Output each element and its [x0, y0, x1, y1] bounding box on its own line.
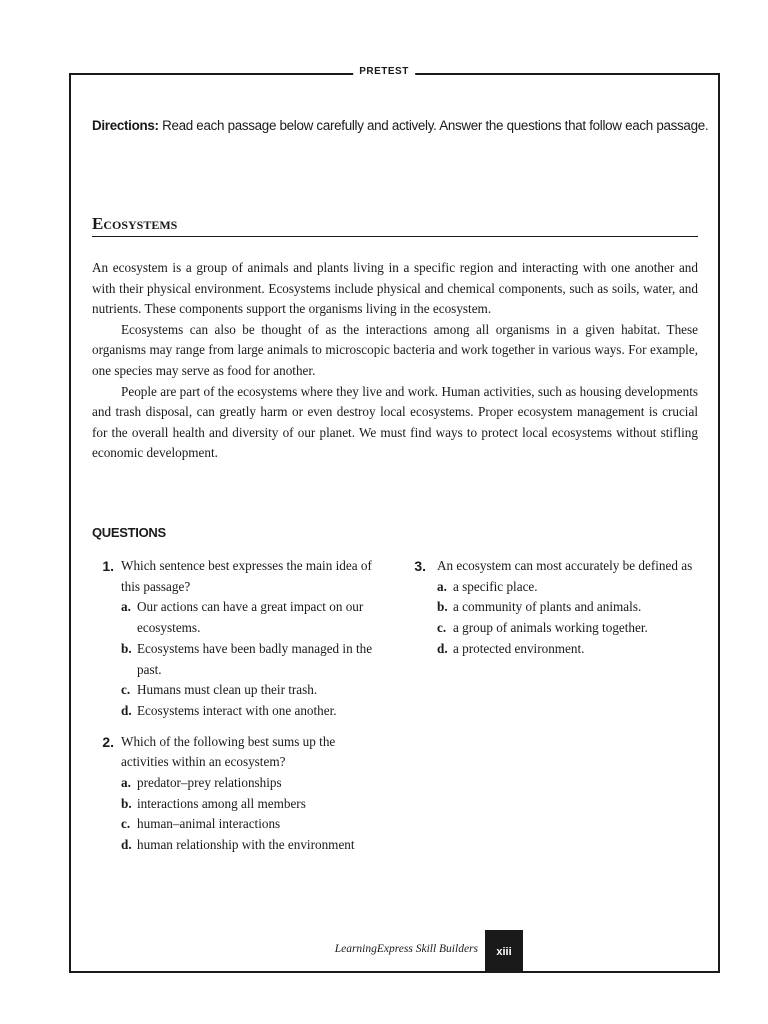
option-letter: d.: [437, 640, 448, 656]
question-text: Which sentence best expresses the main idea of this passage?: [121, 558, 372, 594]
questions-heading: QUESTIONS: [92, 525, 166, 540]
questions-column-left: [92, 556, 382, 866]
answer-option[interactable]: [437, 577, 708, 598]
answer-options: [437, 577, 708, 660]
answer-option[interactable]: [121, 794, 382, 815]
option-text: a protected environment.: [453, 640, 585, 656]
answer-options: [121, 773, 382, 856]
option-letter: b.: [121, 795, 132, 811]
option-text: a group of animals working together.: [453, 620, 648, 636]
passage: [92, 258, 698, 464]
passage-paragraph: An ecosystem is a group of animals and plants living in a specific region and interacting with one another and with their physical environment. Ecosystems include physical and chemical components, such as soils, water, and nutrients. These components support the organisms living in the ecosystem.: [92, 260, 698, 317]
passage-paragraph: People are part of the ecosystems where they live and work. Human activities, such as housing developments and trash disposal, can greatly harm or even destroy local ecosystems. Proper ecosystem management is crucial for the overall health and diversity of our planet. We must find ways to protect local ecosystems without stifling economic development.: [92, 383, 698, 461]
option-text: a community of plants and animals.: [453, 599, 642, 615]
directions-text: Read each passage below carefully and actively. Answer the questions that follow each passage.: [158, 118, 709, 133]
option-text: Humans must clean up their trash.: [137, 682, 318, 698]
option-letter: d.: [121, 702, 132, 718]
answer-option[interactable]: [437, 618, 708, 639]
section-header-label: PRETEST: [353, 66, 415, 77]
questions-column-right: [408, 556, 708, 670]
answer-option[interactable]: [121, 680, 382, 701]
answer-option[interactable]: [437, 597, 708, 618]
option-letter: b.: [121, 640, 132, 656]
option-text: human–animal interactions: [137, 816, 281, 832]
option-text: interactions among all members: [137, 795, 306, 811]
answer-option[interactable]: [121, 701, 382, 722]
question-number: 3.: [414, 558, 426, 574]
passage-paragraph: Ecosystems can also be thought of as the interactions among all organisms in a given habitat. These organisms may range from large animals to microscopic bacteria and work together in various ways. For example, one species may serve as food for another.: [92, 321, 698, 378]
question-text: Which of the following best sums up the activities within an ecosystem?: [121, 733, 336, 770]
option-letter: c.: [437, 620, 447, 636]
answer-option[interactable]: [121, 597, 382, 638]
directions-lead: Directions:: [92, 118, 159, 133]
option-text: human relationship with the environment: [137, 837, 355, 853]
question-number: 1.: [102, 558, 114, 574]
question-1: [92, 556, 382, 722]
question-3: [408, 556, 708, 660]
directions: [92, 118, 709, 133]
option-letter: a.: [437, 578, 447, 594]
option-letter: c.: [121, 682, 131, 698]
option-text: Our actions can have a great impact on our ecosystems.: [137, 599, 364, 636]
question-number: 2.: [102, 733, 114, 750]
page-number-badge: [485, 930, 523, 973]
option-text: a specific place.: [453, 578, 538, 594]
question-text: An ecosystem can most accurately be defined as: [437, 558, 693, 573]
option-text: Ecosystems interact with one another.: [137, 702, 337, 718]
question-2: [92, 732, 382, 856]
option-text: Ecosystems have been badly managed in the past.: [137, 640, 373, 677]
footer-publisher: LearningExpress Skill Builders: [334, 943, 478, 955]
answer-option[interactable]: [121, 835, 382, 856]
page-number: xiii: [496, 945, 512, 958]
answer-options: [121, 597, 382, 721]
passage-title: Ecosystems: [92, 214, 698, 237]
option-letter: a.: [121, 775, 131, 791]
answer-option[interactable]: [121, 773, 382, 794]
answer-option[interactable]: [121, 639, 382, 680]
option-letter: b.: [437, 599, 448, 615]
option-letter: a.: [121, 599, 131, 615]
answer-option[interactable]: [121, 814, 382, 835]
option-text: predator–prey relationships: [137, 775, 282, 791]
option-letter: c.: [121, 816, 131, 832]
answer-option[interactable]: [437, 639, 708, 660]
option-letter: d.: [121, 837, 132, 853]
